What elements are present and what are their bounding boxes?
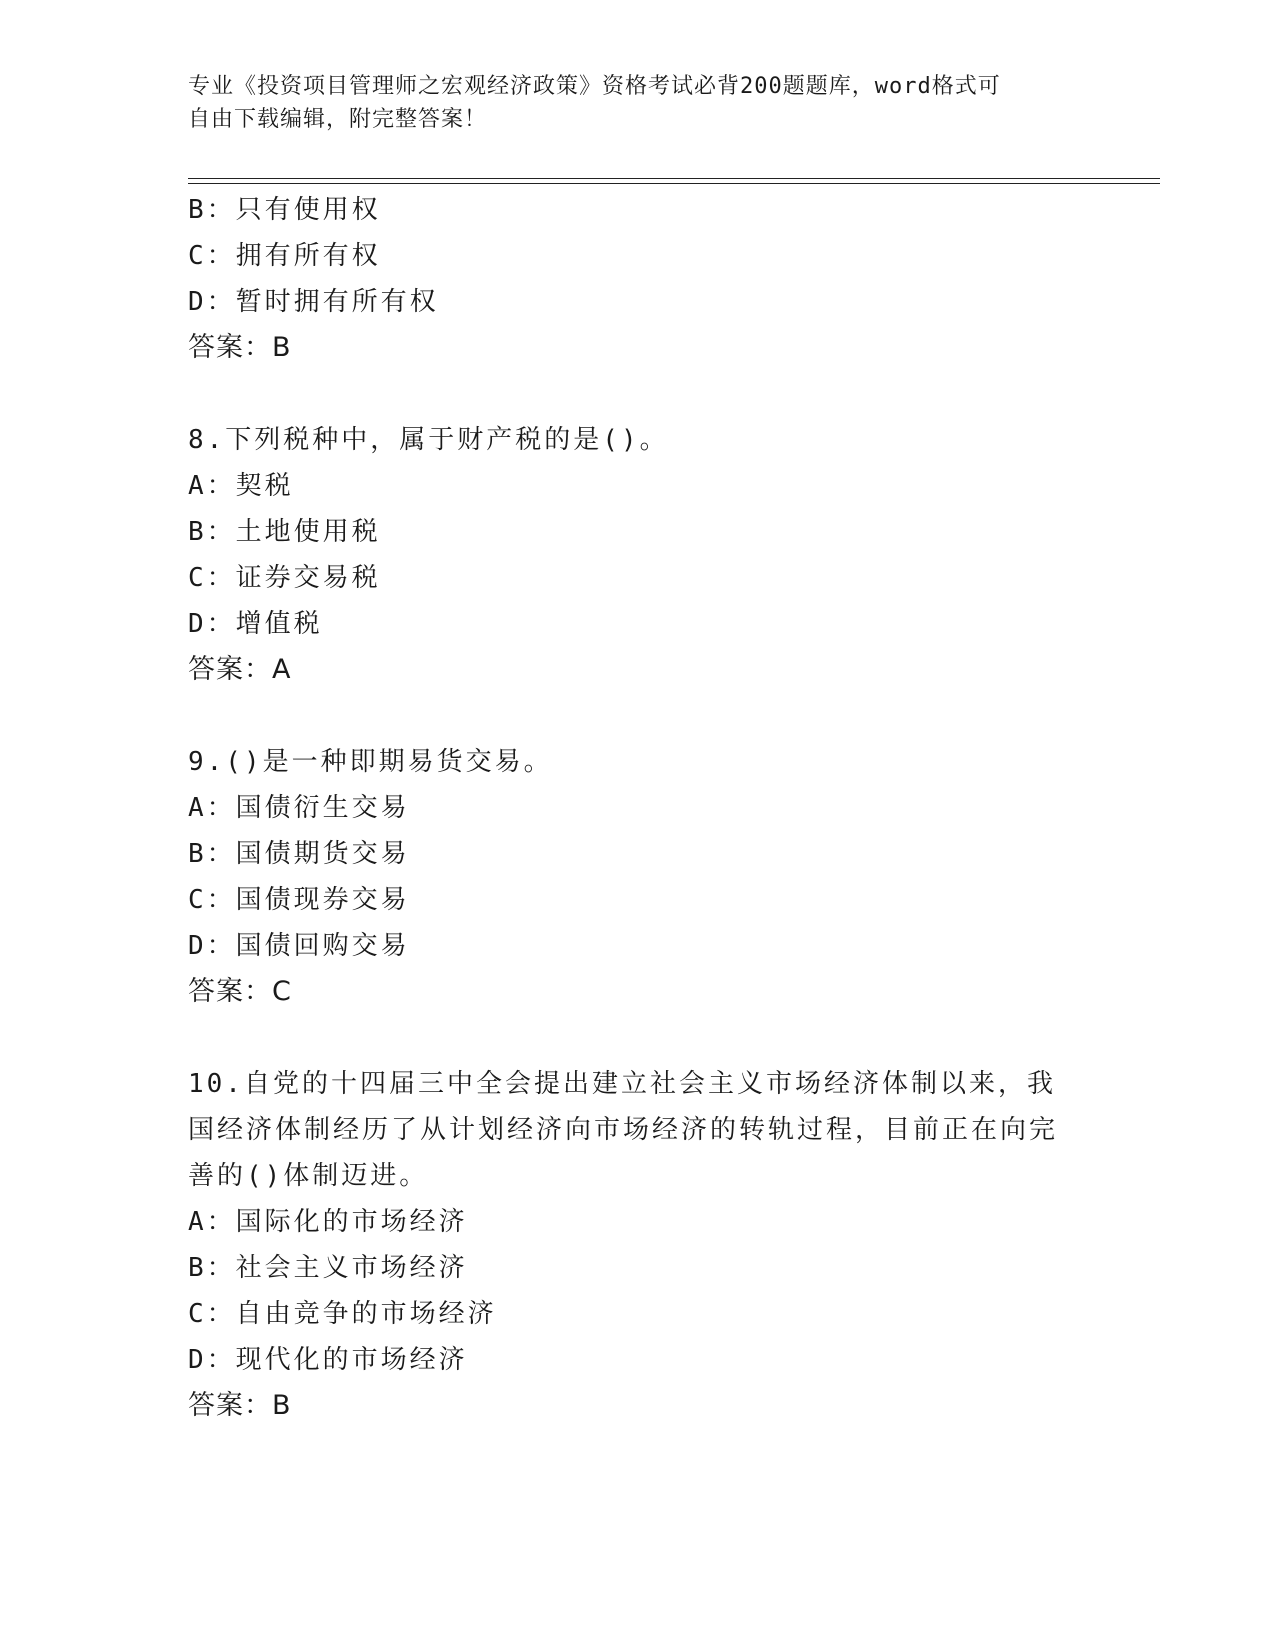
header-divider-top: [188, 178, 1160, 179]
option-d: D：国债回购交易: [188, 931, 410, 961]
question-10: [188, 1061, 1088, 1429]
header-divider-bottom: [188, 183, 1160, 184]
option-a: A：国债衍生交易: [188, 793, 410, 823]
option-b: B：社会主义市场经济: [188, 1253, 468, 1283]
option-c: C：证券交易税: [188, 563, 381, 593]
option-c: C：国债现券交易: [188, 885, 410, 915]
spacer: [188, 693, 1088, 739]
answer: 答案：C: [188, 976, 292, 1007]
option-b: B：国债期货交易: [188, 839, 410, 869]
answer: 答案：B: [188, 332, 292, 363]
question-7-tail: [188, 187, 1088, 371]
option-a: A：国际化的市场经济: [188, 1207, 468, 1237]
spacer: [188, 371, 1088, 417]
option-d: D：暂时拥有所有权: [188, 287, 439, 317]
spacer: [188, 1015, 1088, 1061]
answer: 答案：B: [188, 1390, 292, 1421]
header-line-2: 自由下载编辑，附完整答案！: [188, 107, 488, 132]
option-b: B：土地使用税: [188, 517, 381, 547]
question-8: [188, 417, 1088, 693]
header-line-1: 专业《投资项目管理师之宏观经济政策》资格考试必背200题题库，word格式可: [188, 74, 1001, 99]
option-c: C：自由竞争的市场经济: [188, 1299, 497, 1329]
option-b: B：只有使用权: [188, 195, 381, 225]
question-list: [188, 187, 1088, 1429]
question-text: 8.下列税种中，属于财产税的是()。: [188, 425, 669, 455]
question-text: 10.自党的十四届三中全会提出建立社会主义市场经济体制以来，我国经济体制经历了从计划经济向市场经济的转轨过程，目前正在向完善的()体制迈进。: [188, 1069, 1059, 1191]
question-9: [188, 739, 1088, 1015]
option-c: C：拥有所有权: [188, 241, 381, 271]
option-d: D：现代化的市场经济: [188, 1345, 468, 1375]
document-header: [188, 70, 1088, 136]
option-d: D：增值税: [188, 609, 323, 639]
question-text: 9.()是一种即期易货交易。: [188, 747, 553, 777]
answer: 答案：A: [188, 654, 292, 685]
option-a: A：契税: [188, 471, 294, 501]
